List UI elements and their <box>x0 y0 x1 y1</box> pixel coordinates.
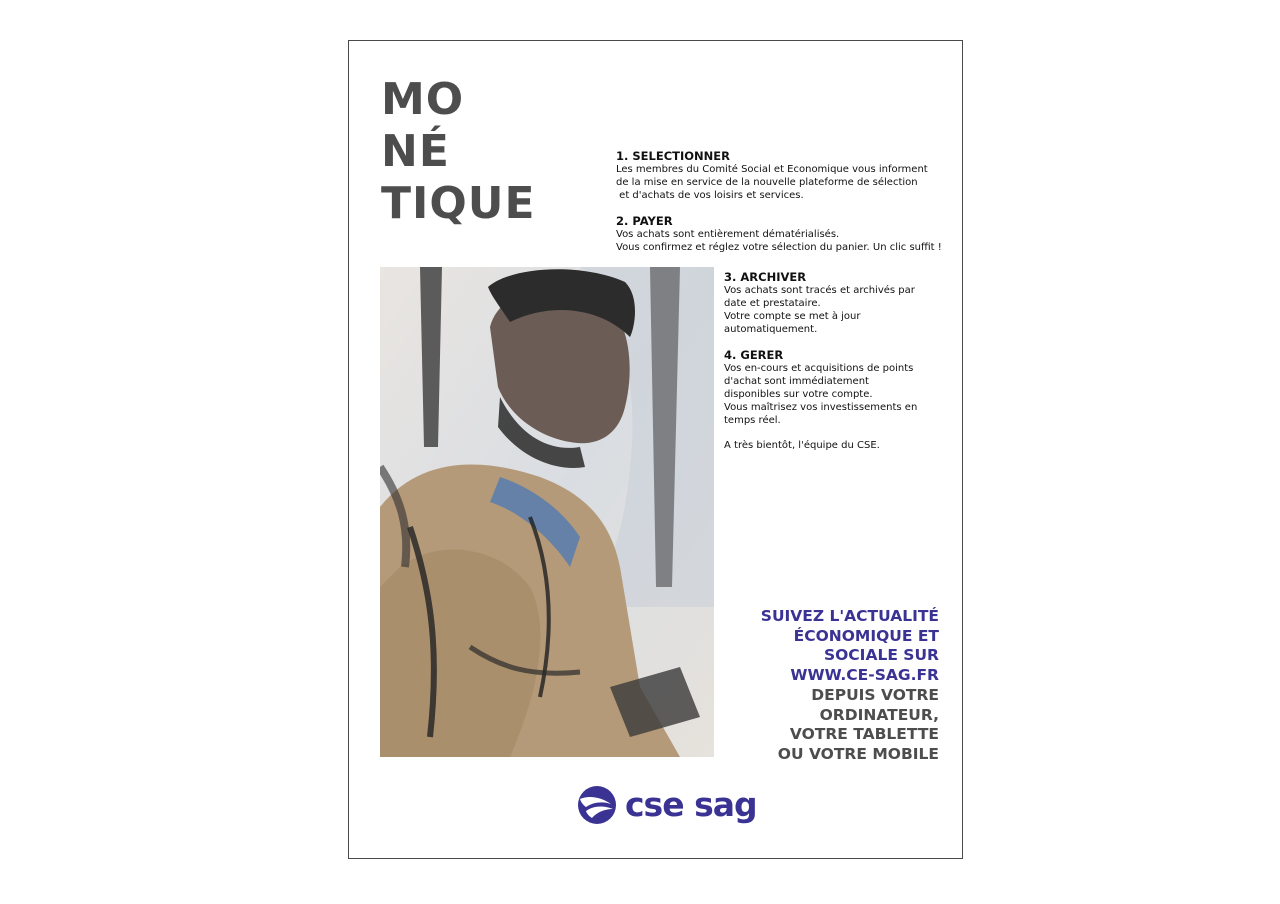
illustration-svg <box>380 267 714 757</box>
cse-sag-swoosh-icon <box>577 785 617 825</box>
promo-line: VOTRE TABLETTE <box>789 725 939 744</box>
title-line: NÉ <box>381 126 450 177</box>
step-line: Votre compte se met à jour <box>724 311 861 322</box>
signoff-text: A très bientôt, l'équipe du CSE. <box>724 440 880 451</box>
promo-line: ORDINATEUR, <box>819 705 939 724</box>
steps-bottom <box>724 270 944 452</box>
step-line: et d'achats de vos loisirs et services. <box>616 190 804 201</box>
step-title: 3. ARCHIVER <box>724 270 807 284</box>
step-line: de la mise en service de la nouvelle plateforme de sélection <box>616 177 918 188</box>
step-line: Vos en-cours et acquisitions de points <box>724 363 914 374</box>
step-line: date et prestataire. <box>724 298 821 309</box>
step-line: Vous confirmez et réglez votre sélection du panier. Un clic suffit ! <box>616 242 942 253</box>
step-pay <box>616 214 946 254</box>
step-title: 4. GERER <box>724 348 784 362</box>
step-select <box>616 149 946 202</box>
step-line: Les membres du Comité Social et Economique vous informent <box>616 164 928 175</box>
title-line: MO <box>381 74 465 125</box>
promo-line: SUIVEZ L'ACTUALITÉ <box>760 607 939 625</box>
step-line: Vos achats sont tracés et archivés par <box>724 285 915 296</box>
promo-line: ÉCONOMIQUE ET <box>793 626 939 645</box>
watercolor-portrait-illustration <box>380 267 714 757</box>
step-line: Vous maîtrisez vos investissements en <box>724 402 918 413</box>
promo-line: SOCIALE SUR <box>823 646 939 665</box>
step-line: d'achat sont immédiatement <box>724 376 869 387</box>
step-title: 1. SELECTIONNER <box>616 149 730 163</box>
step-title: 2. PAYER <box>616 214 673 228</box>
promo-website-link[interactable]: WWW.CE-SAG.FR <box>790 666 939 685</box>
title-line: TIQUE <box>381 178 536 229</box>
step-line: Vos achats sont entièrement dématérialisés. <box>616 229 840 240</box>
steps-top <box>616 149 946 266</box>
cse-sag-logo <box>577 782 757 828</box>
poster <box>348 40 963 859</box>
poster-title <box>381 74 536 230</box>
step-manage <box>724 348 944 427</box>
promo-block <box>761 607 939 765</box>
promo-line: DEPUIS VOTRE <box>811 685 939 704</box>
promo-line: OU VOTRE MOBILE <box>777 744 939 763</box>
step-archive <box>724 270 944 336</box>
logo-wordmark: cse sag <box>625 785 757 824</box>
step-line: automatiquement. <box>724 324 818 335</box>
step-line: temps réel. <box>724 415 781 426</box>
step-line: disponibles sur votre compte. <box>724 389 873 400</box>
